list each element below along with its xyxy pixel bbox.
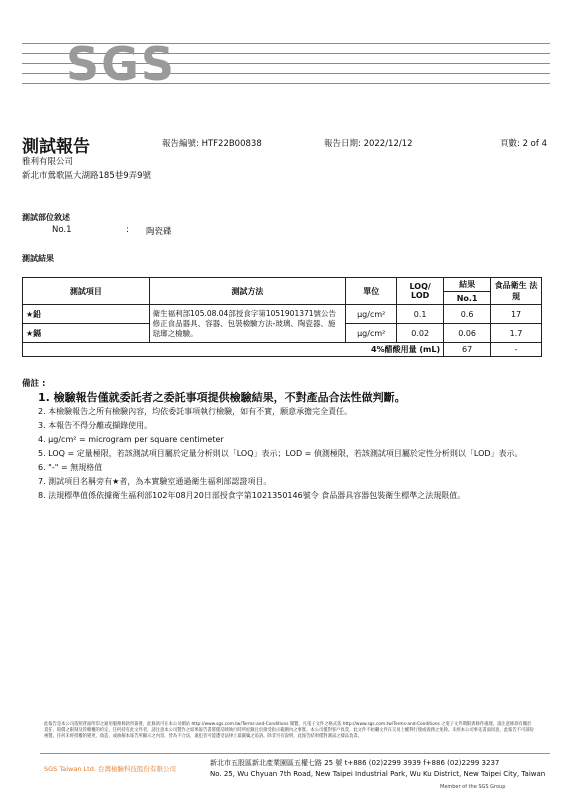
footer-address-zh: 新北市五股區新北產業園區五權七路 25 號 t+886 (02)2299 3939 f+886 (02)2299 3237	[210, 759, 500, 767]
header-item: 測試項目	[23, 278, 150, 305]
page-number: 頁數: 2 of 4	[500, 139, 547, 149]
report-title: 測試報告	[22, 137, 90, 157]
footer-divider	[40, 753, 550, 754]
acid-result: 67	[444, 343, 491, 357]
sample-description: 陶瓷碟	[146, 227, 172, 237]
sgs-logo	[22, 36, 550, 92]
row-loq: 0.02	[397, 324, 444, 343]
sample-colon: :	[126, 225, 129, 235]
report-date: 報告日期: 2022/12/12	[324, 139, 413, 149]
notes	[22, 377, 552, 501]
logo-text: SGS	[66, 37, 177, 91]
row-item: ★鉛	[23, 305, 150, 324]
header-loq: LOQ/ LOD	[397, 278, 444, 305]
table-row	[23, 305, 542, 324]
header-method: 測試方法	[149, 278, 346, 305]
header-regulation: 食品衛生 法規	[491, 278, 542, 305]
note-item: 2. 本檢驗報告之所有檢驗內容，均依委託事項執行檢驗，如有不實，願意承擔完全責任。	[38, 407, 353, 416]
note-item: 3. 本報告不得分離或擷錄使用。	[38, 421, 153, 430]
note-item: 8. 法規標準值係依據衛生福利部102年08月20日部授食字第1021350146號令 食品器具容器包裝衛生標準之法規限值。	[38, 491, 466, 500]
row-unit: μg/cm²	[346, 305, 397, 324]
note-item: 6. "-" = 無規格值	[38, 463, 103, 472]
footer-company: SGS Taiwan Ltd. 台灣檢驗科技股份有限公司	[44, 765, 176, 773]
fine-print: 此報告是本公司依照背面所印之通用服務條款所簽發，此條款可在本公司網站 http://www.sgs.com.tw/Terms-and-Conditions 閱覽，凡電子文件之格式依 http://www.sgs.com.tw/Terms-and-Conditions 之電子文件期限與條件處理。請注意條款有關於責任、賠償之限制及管轄權的約定。任何持有此文件者，請注意本公司製作之結果報告書將僅反映執行時所紀錄且於接受指示範圍內之事實。本公司僅對客戶負責，此文件不妨礙文件在交易上權利行使或義務之免除。未經本公司事先書面同意，此報告不可部份複製。任何未經授權的變更、偽造、或曲解本報告所顯示之內容，皆為不合法，違犯者可能遭受法律上最嚴厲之追訴。除非另有說明，此報告結果僅對測試之樣品負責。	[44, 722, 534, 739]
sample-heading: 測試部位敘述	[22, 213, 70, 222]
notes-heading: 備註 :	[22, 379, 46, 389]
row-unit: μg/cm²	[346, 324, 397, 343]
row-regulation: 1.7	[491, 324, 542, 343]
client-address: 新北市鶯歌區大湖路185巷9弄9號	[22, 171, 152, 181]
note-item: 5. LOQ = 定量極限，若該測試項目屬於定量分析則以「LOQ」表示；LOD = 偵測極限，若該測試項目屬於定性分析則以「LOD」表示。	[38, 449, 523, 458]
results-heading: 測試結果	[22, 254, 54, 263]
report-number: 報告編號: HTF22B00838	[162, 139, 262, 149]
acid-regulation: -	[491, 343, 542, 357]
method-text: 衛生福利部105.08.04部授食字第1051901371號公告修正食品器具、容器、包裝檢驗方法-玻璃、陶瓷器、施琺瑯之檢驗。	[149, 305, 346, 343]
row-loq: 0.1	[397, 305, 444, 324]
sample-no: No.1	[52, 225, 72, 235]
results-table	[22, 277, 542, 357]
row-item: ★鎘	[23, 324, 150, 343]
header-result: 結果	[444, 278, 491, 292]
client-name: 雅利有限公司	[22, 157, 74, 167]
header-result-no: No.1	[444, 292, 491, 305]
row-result: 0.06	[444, 324, 491, 343]
footer-address-en: No. 25, Wu Chyuan 7th Road, New Taipei Industrial Park, Wu Ku District, New Taipei City, Taiwan	[210, 770, 546, 778]
acid-row	[23, 343, 542, 357]
row-result: 0.6	[444, 305, 491, 324]
header-unit: 單位	[346, 278, 397, 305]
row-regulation: 17	[491, 305, 542, 324]
acid-label: 4%醋酸用量 (mL)	[23, 343, 444, 357]
note-item: 1. 檢驗報告僅就委託者之委託事項提供檢驗結果，不對產品合法性做判斷。	[38, 391, 406, 404]
note-item: 4. μg/cm² = microgram per square centimeter	[38, 435, 224, 444]
note-item: 7. 測試項目名稱旁有★者，為本實驗室通過衛生福利部認證項目。	[38, 477, 272, 486]
member-note: Member of the SGS Group	[440, 784, 506, 790]
